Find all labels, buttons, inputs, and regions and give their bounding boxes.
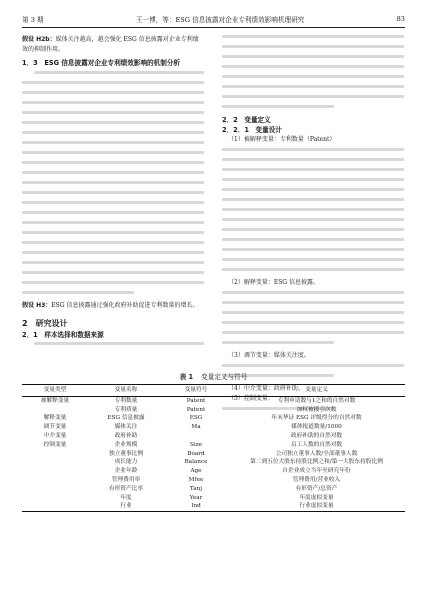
variable-definition-cell: 管理费用/营业收入 <box>292 476 341 483</box>
table-row <box>22 458 405 467</box>
variable-symbol-cell: Balance <box>184 459 208 466</box>
variable-symbol-cell: ESG <box>189 415 203 422</box>
header-rule <box>22 27 405 28</box>
variable-symbol-cell: Ma <box>191 424 201 431</box>
table-number: 表 1 <box>179 373 194 381</box>
hypothesis-3 <box>22 301 204 311</box>
variable-item-2: （2）解释变量：ESG 信息披露。 <box>228 279 320 286</box>
variable-symbol-cell <box>164 432 228 441</box>
variable-name-cell: 企业年龄 <box>114 468 138 475</box>
variable-name-cell: 年度 <box>120 494 132 501</box>
variable-type-cell <box>22 406 88 415</box>
column-header: 变量名称 <box>88 385 164 397</box>
sample-description-text <box>222 35 404 108</box>
variable-definition-table <box>22 384 405 512</box>
hypothesis-2b-label: 假设 H2b： <box>22 36 56 43</box>
hypothesis-3-text: ESG 信息披露通过强化政府补助促进专利数量的增长。 <box>51 302 199 309</box>
variable-name-cell: 行业 <box>88 502 164 511</box>
table-body <box>22 396 405 511</box>
variable-type-cell: 控制变量 <box>43 441 67 448</box>
variable-type-cell <box>22 450 88 459</box>
right-column <box>222 35 404 417</box>
table-row <box>22 423 405 432</box>
variable-name-cell: 有形资产比率 <box>108 485 144 492</box>
table-row <box>22 406 405 415</box>
page-number: 83 <box>396 15 405 23</box>
variable-symbol-cell: Board <box>187 450 205 457</box>
variable-definition-cell: 有形资产/总资产 <box>295 485 338 492</box>
variable-symbol-cell: Tanj <box>189 485 203 492</box>
variable-definition-cell: 加权被援引次数 <box>296 406 337 413</box>
variable-symbol-cell: Age <box>190 468 202 475</box>
table-caption <box>22 371 405 383</box>
variable-symbol-cell: Mfee <box>188 476 204 483</box>
variable-definition-cell: 自企业成立当年至研究年份 <box>282 468 351 475</box>
table-row <box>22 494 405 503</box>
left-column <box>22 35 204 352</box>
variable-type-cell: 调节变量 <box>43 424 67 431</box>
variable-item-1-text <box>222 148 404 271</box>
variable-name-cell: 专利质量 <box>114 406 138 413</box>
variable-symbol-cell: Ind <box>164 502 228 511</box>
variable-type-cell: 被解释变量 <box>40 397 70 404</box>
hypothesis-3-label: 假设 H3： <box>22 302 52 309</box>
table-row <box>22 441 405 450</box>
column-header: 变量定义 <box>228 385 405 397</box>
variable-definition-cell: 媒体报道数量/1000 <box>291 424 342 431</box>
variable-name-cell: 政府补助 <box>114 432 138 439</box>
article-running-title: 王一博，等：ESG 信息披露对企业专利绩效影响机理研究 <box>135 16 305 24</box>
variable-item-3: （3）调节变量：媒体关注度。 <box>228 352 310 359</box>
variable-name-cell: 成长能力 <box>114 459 138 466</box>
variable-name-cell: 管理费用率 <box>111 476 141 483</box>
issue-number: 第 3 期 <box>22 16 44 24</box>
variable-type-cell: 解释变量 <box>43 415 67 422</box>
variable-definition-cell: 行业虚拟变量 <box>228 502 405 511</box>
table-header-row <box>22 385 405 397</box>
section-2-1-heading: 2．1 样本选择和数据来源 <box>22 331 104 339</box>
variable-name-cell: 企业规模 <box>114 441 138 448</box>
table-row <box>22 396 405 405</box>
variable-name-cell: 专利数量 <box>114 397 138 404</box>
variable-name-cell: ESG 信息披露 <box>107 415 145 422</box>
variable-symbol-cell: Size <box>189 441 203 448</box>
table-title: 变量定义与符号 <box>201 373 248 381</box>
variable-symbol-cell: Patent <box>186 406 206 413</box>
section-2-2-heading: 2．2 变量定义 <box>222 116 271 124</box>
table-row <box>22 432 405 441</box>
variable-item-2-text <box>222 291 404 344</box>
variable-definition-cell: 年末华证 ESG 评级得分的自然对数 <box>271 415 362 422</box>
section-2-heading: 2 研究设计 <box>22 319 68 328</box>
table-row <box>22 476 405 485</box>
running-header <box>22 12 405 26</box>
variable-item-5: （5）控制变量： <box>228 395 274 402</box>
subsection-2-2-1-heading: 2．2．1 变量设计 <box>222 126 282 134</box>
variable-item-4: （4）中介变量：政府补助。 <box>228 385 304 392</box>
table-row <box>22 467 405 476</box>
sample-selection-text <box>22 342 204 345</box>
hypothesis-2b-text: 媒体关注越高，越会强化 ESG 信息披露对企业专利绩效的抑制作用。 <box>22 36 199 53</box>
table-row <box>22 502 405 511</box>
column-header: 变量类型 <box>22 385 88 397</box>
variable-symbol-cell: Patent <box>186 397 206 404</box>
variable-type-cell <box>22 494 88 503</box>
hypothesis-2b <box>22 35 204 55</box>
variable-definition-cell: 员工人数的自然对数 <box>290 441 343 448</box>
column-header: 变量符号 <box>164 385 228 397</box>
variable-definition-cell: 年度虚拟变量 <box>299 494 334 501</box>
variable-definition-cell: 专利申请数与1之和的自然对数 <box>277 397 356 404</box>
variable-type-cell <box>22 502 88 511</box>
variable-item-1: （1）被解释变量：专利数量（Patent） <box>228 136 336 143</box>
table-row <box>22 485 405 494</box>
variable-definition-cell: 政府补助的自然对数 <box>290 432 343 439</box>
variable-type-cell <box>22 458 88 467</box>
variable-type-cell <box>22 476 88 485</box>
section-1-3-heading: 1．3 ESG 信息披露对企业专利绩效影响的机制分析 <box>22 59 181 67</box>
variable-type-cell: 中介变量 <box>43 432 67 439</box>
variable-definition-cell: 公司独立董事人数/全部董事人数 <box>275 450 358 457</box>
variable-name-cell: 媒体关注 <box>114 424 138 431</box>
table-row <box>22 414 405 423</box>
variable-name-cell: 独立董事比例 <box>108 450 144 457</box>
variable-definition-cell: 第二到五位大股东持股比例之和/第一大股东持股比例 <box>250 459 383 466</box>
mechanism-analysis-text <box>22 71 204 294</box>
variable-symbol-cell: Year <box>189 494 203 501</box>
variable-type-cell <box>22 485 88 494</box>
table-row <box>22 450 405 459</box>
variable-type-cell <box>22 467 88 476</box>
